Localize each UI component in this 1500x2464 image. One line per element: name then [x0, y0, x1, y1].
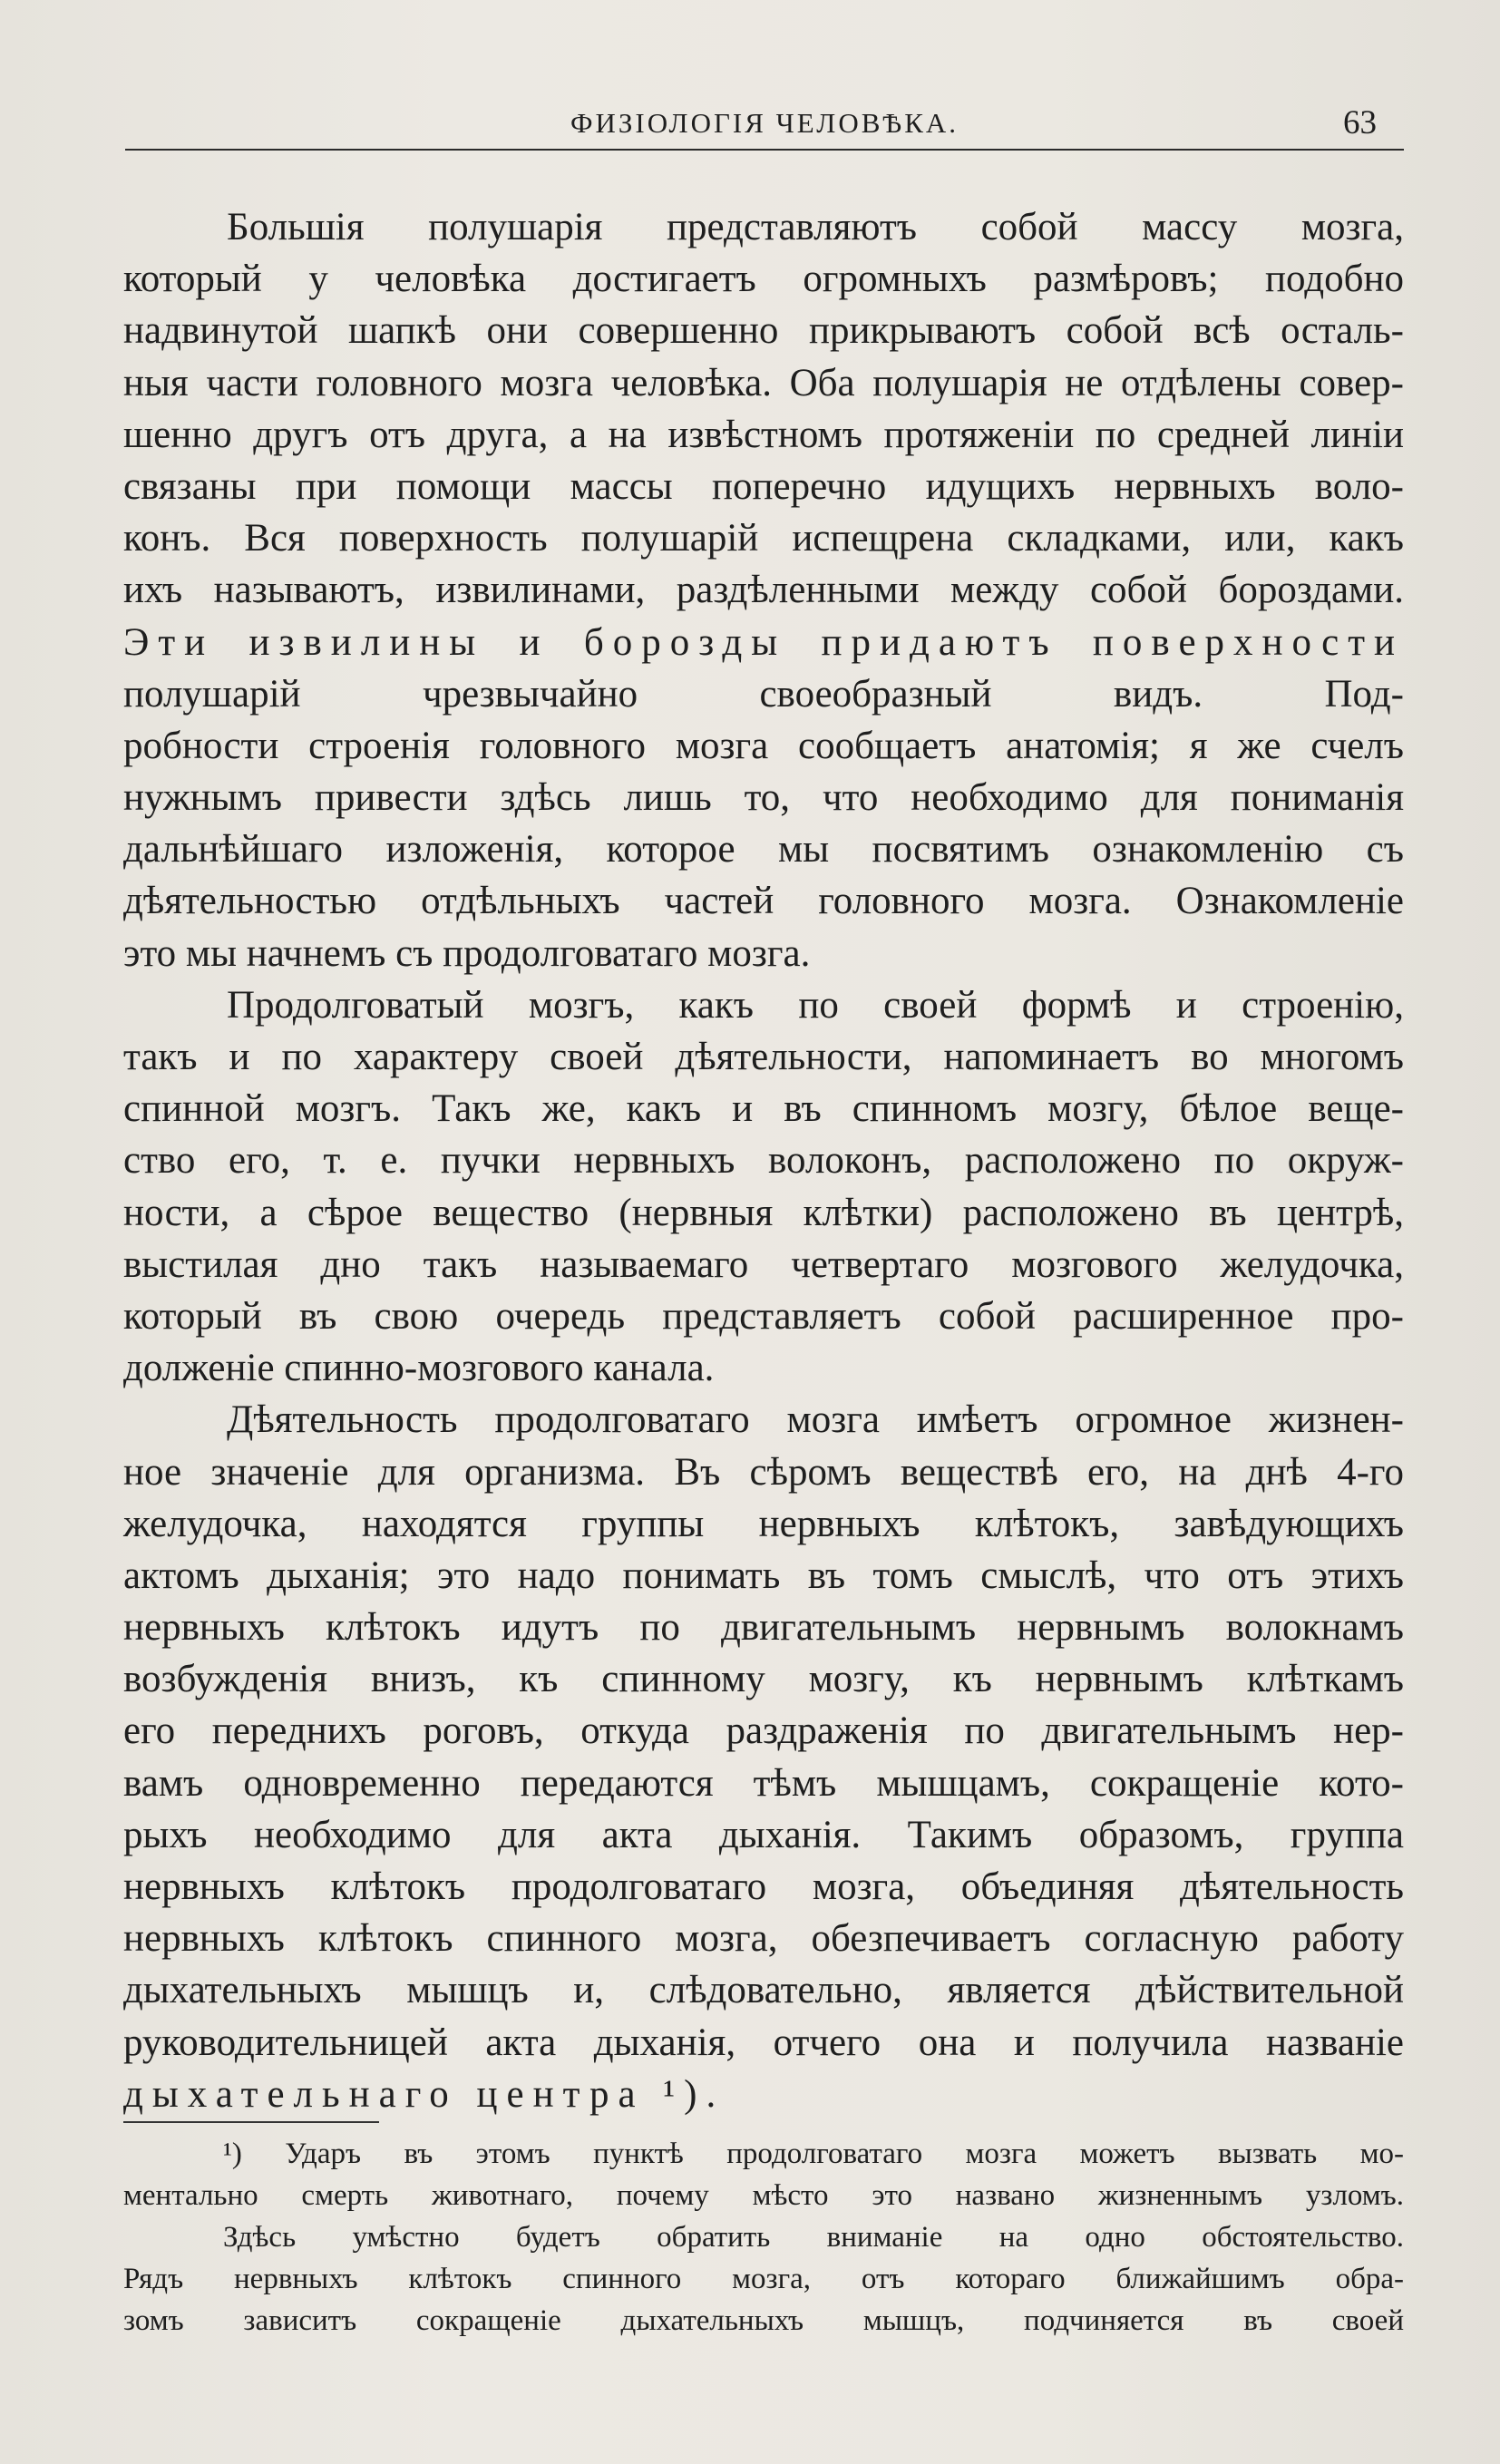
text-line: нервныхъ клѣтокъ продолговатаго мозга, объединяя дѣятельность — [123, 1865, 1404, 1908]
text-line: ное значенiе для организма. Въ сѣромъ веществѣ его, на днѣ 4-го — [123, 1450, 1404, 1494]
text-line: надвинутой шапкѣ они совершенно прикрываютъ собой всѣ осталь- — [123, 309, 1404, 353]
running-header — [125, 102, 1404, 151]
text-line: связаны при помощи массы поперечно идущихъ нервныхъ воло- — [123, 464, 1404, 508]
text-line: Эти извилины и борозды придаютъ поверхности — [123, 620, 1404, 664]
text-line: который у человѣка достигаетъ огромныхъ размѣровъ; подобно — [123, 258, 1404, 301]
text-line: ихъ называютъ, извилинами, раздѣленными между собой бороздами. — [123, 569, 1404, 612]
text-line: дальнѣйшаго изложенiя, которое мы посвятимъ ознакомленiю съ — [123, 828, 1404, 872]
text-line: спинной мозгъ. Такъ же, какъ и въ спинномъ мозгу, бѣлое веще- — [123, 1087, 1404, 1131]
main-text — [123, 201, 1404, 2120]
text-line: выстилая дно такъ называемаго четвертаго мозгового желудочка, — [123, 1242, 1404, 1286]
footnote-line: Здѣсь умѣстно будетъ обратить вниманiе на одно обстоятельство. — [223, 2221, 1404, 2254]
footnote-line: зомъ зависитъ сокращенiе дыхательныхъ мышцъ, подчиняется въ своей — [123, 2304, 1404, 2337]
footnote-divider — [123, 2121, 379, 2123]
text-line: такъ и по характеру своей дѣятельности, напоминаетъ во многомъ — [123, 1036, 1404, 1078]
text-line: вамъ одновременно передаются тѣмъ мышцамъ, сокращенiе кото- — [123, 1761, 1404, 1805]
footnote — [123, 2133, 1404, 2342]
text-line: долженiе спинно-мозгового канала. — [123, 1347, 715, 1390]
footnote-line: ментально смерть животнаго, почему мѣсто это названо жизненнымъ узломъ. — [123, 2179, 1404, 2212]
text-line: ство его, т. е. пучки нервныхъ волоконъ, расположено по окруж- — [123, 1139, 1404, 1183]
text-line: возбужденiя внизъ, къ спинному мозгу, къ нервнымъ клѣткамъ — [123, 1658, 1404, 1701]
text-line: Большiя полушарiя представляютъ собой массу мозга, — [227, 206, 1404, 248]
text-line: робности строенiя головного мозга сообщаетъ анатомiя; я же счелъ — [123, 724, 1404, 767]
footnote-line: ¹) Ударъ въ этомъ пунктѣ продолговатаго мозга можетъ вызвать мо- — [223, 2138, 1404, 2170]
text-line: полушарiй чрезвычайно своеобразный видъ. Под- — [123, 672, 1404, 716]
text-line: Продолговатый мозгъ, какъ по своей формѣ и строенiю, — [227, 983, 1404, 1027]
text-line: Дѣятельность продолговатаго мозга имѣетъ огромное жизнен- — [227, 1398, 1404, 1442]
text-line: который въ свою очередь представляетъ собой расширенное про- — [123, 1294, 1404, 1338]
text-line: ности, а сѣрое вещество (нервныя клѣтки) расположено въ центрѣ, — [123, 1191, 1404, 1234]
text-line: это мы начнемъ съ продолговатаго мозга. — [123, 931, 811, 975]
text-line: шенно другъ отъ друга, а на извѣстномъ протяженiи по средней линiи — [123, 413, 1404, 456]
text-line: нервныхъ клѣтокъ спинного мозга, обезпечиваетъ согласную работу — [123, 1917, 1404, 1961]
text-line: дыхательныхъ мышцъ и, слѣдовательно, является дѣйствительной — [123, 1969, 1404, 2012]
text-line: дѣятельностью отдѣльныхъ частей головного мозга. Ознакомленiе — [123, 880, 1404, 923]
footnote-line: Рядъ нервныхъ клѣтокъ спинного мозга, отъ котораго ближайшимъ обра- — [123, 2263, 1404, 2295]
running-title: ФИЗIОЛОГIЯ ЧЕЛОВѢКА. — [570, 107, 959, 139]
text-line: ныя части головного мозга человѣка. Оба полушарiя не отдѣлены совер- — [123, 361, 1404, 404]
page-number: 63 — [1343, 104, 1377, 141]
text-line: дыхательнаго центра ¹). — [123, 2072, 726, 2116]
text-line: рыхъ необходимо для акта дыханiя. Такимъ образомъ, группа — [123, 1813, 1404, 1856]
text-line: руководительницей акта дыханiя, отчего она и получила названiе — [123, 2021, 1404, 2064]
text-line: конъ. Вся поверхность полушарiй испещрена складками, или, какъ — [123, 517, 1404, 560]
text-line: желудочка, находятся группы нервныхъ клѣтокъ, завѣдующихъ — [123, 1502, 1404, 1545]
text-line: его переднихъ роговъ, откуда раздраженiя по двигательнымъ нер- — [123, 1709, 1404, 1753]
text-line: актомъ дыханiя; это надо понимать въ томъ смыслѣ, что отъ этихъ — [123, 1553, 1404, 1597]
text-line: нужнымъ привести здѣсь лишь то, что необходимо для пониманiя — [123, 776, 1404, 820]
text-line: нервныхъ клѣтокъ идутъ по двигательнымъ нервнымъ волокнамъ — [123, 1606, 1404, 1650]
